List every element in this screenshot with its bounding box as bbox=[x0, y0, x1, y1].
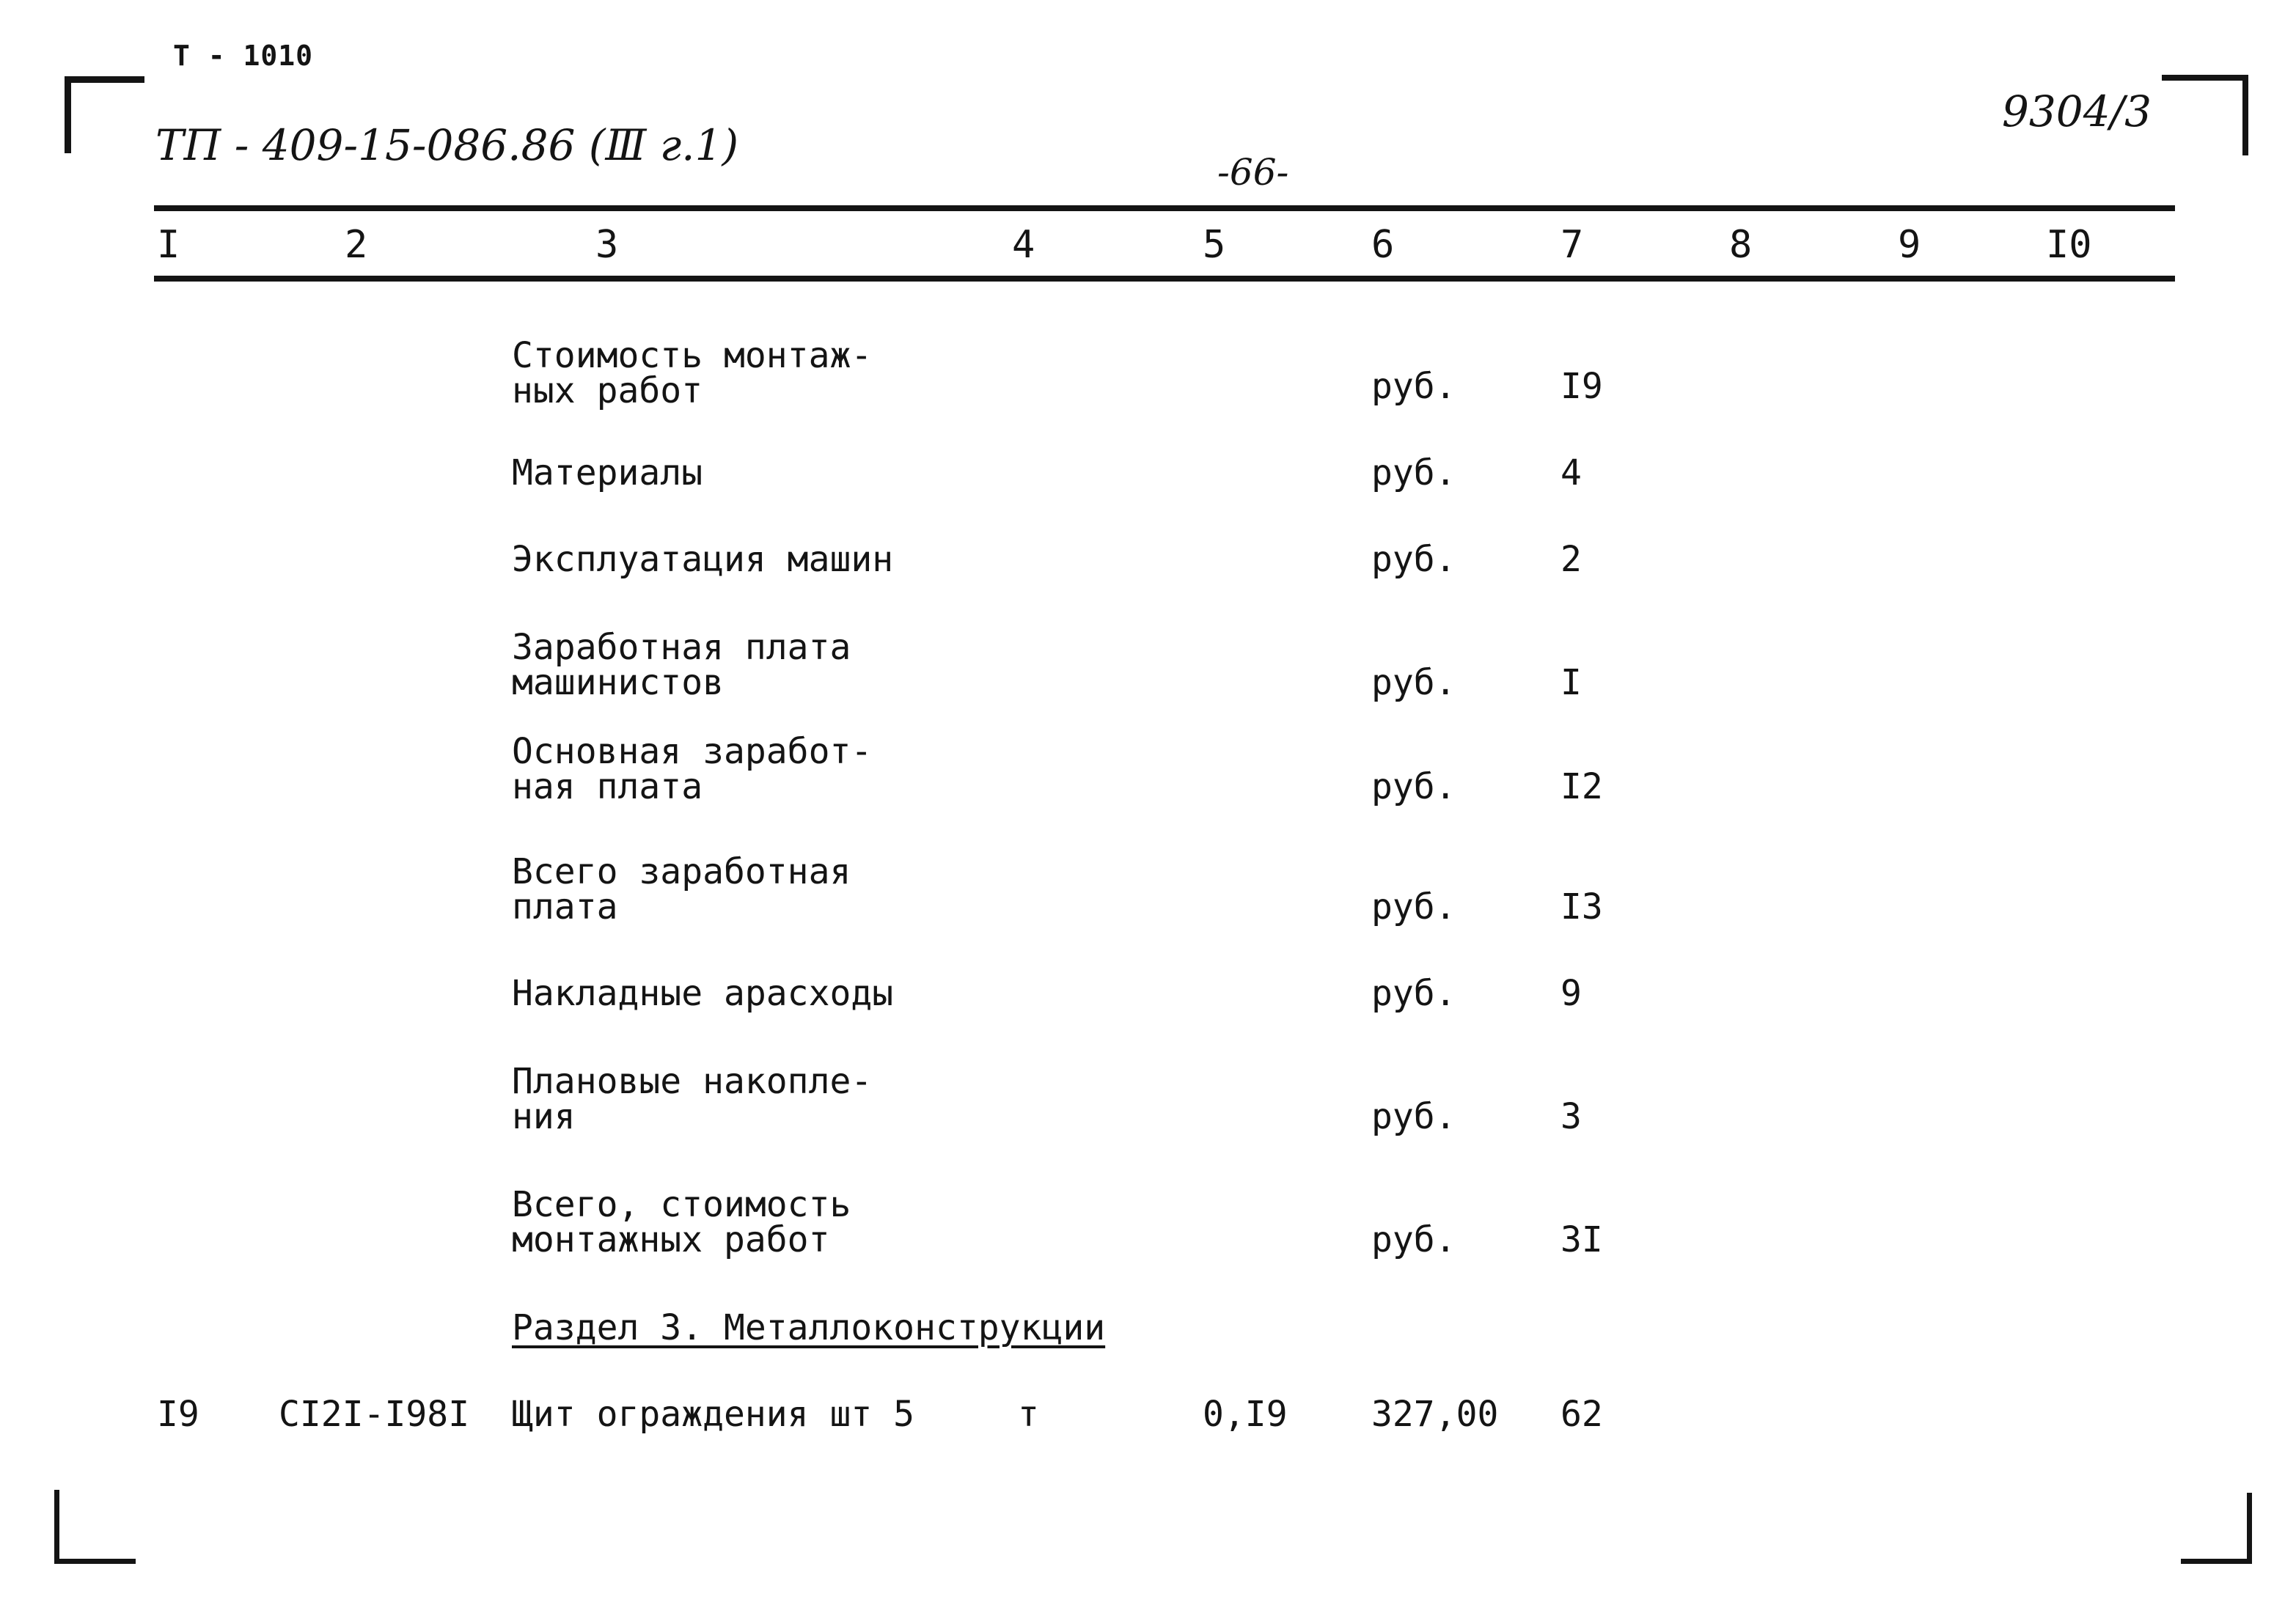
row-name-line: Основная заработ- bbox=[512, 731, 873, 772]
item-code: CI2I-I98I bbox=[279, 1394, 470, 1435]
row-value: 3 bbox=[1560, 1096, 1582, 1137]
section-heading: Раздел 3. Металлоконструкции bbox=[512, 1307, 1106, 1348]
row-value: I2 bbox=[1560, 766, 1603, 807]
row-unit: руб. bbox=[1371, 366, 1456, 407]
row-name-line: Всего заработная bbox=[512, 851, 851, 892]
row-unit: руб. bbox=[1371, 662, 1456, 703]
row-value: 4 bbox=[1560, 452, 1582, 493]
row-value: 9 bbox=[1560, 973, 1582, 1014]
corner-mark-top-left bbox=[65, 76, 144, 153]
column-header: 6 bbox=[1371, 223, 1395, 267]
item-number: I9 bbox=[157, 1394, 199, 1435]
row-value: I bbox=[1560, 662, 1582, 703]
row-name-line: Заработная плата bbox=[512, 627, 851, 668]
item-name: Щит ограждения шт 5 bbox=[512, 1394, 915, 1435]
row-value: I9 bbox=[1560, 366, 1603, 407]
row-name-line: машинистов bbox=[512, 662, 724, 703]
corner-mark-bottom-left bbox=[54, 1490, 136, 1564]
column-header: 2 bbox=[345, 223, 368, 267]
header-top-rule bbox=[154, 205, 2175, 211]
handwritten-reference: 9304/3 bbox=[2002, 87, 2152, 136]
header-bottom-rule bbox=[154, 276, 2175, 282]
column-header: 8 bbox=[1729, 223, 1753, 267]
column-header: 7 bbox=[1560, 223, 1584, 267]
row-value: I3 bbox=[1560, 886, 1603, 927]
column-header: 3 bbox=[595, 223, 619, 267]
row-unit: руб. bbox=[1371, 1096, 1456, 1137]
row-name-line: Накладные арасходы bbox=[512, 973, 894, 1014]
row-unit: руб. bbox=[1371, 539, 1456, 580]
row-name-line: Всего, стоимость bbox=[512, 1184, 851, 1225]
row-unit: руб. bbox=[1371, 973, 1456, 1014]
row-name-line: плата bbox=[512, 886, 618, 927]
row-unit: руб. bbox=[1371, 886, 1456, 927]
row-name-line: ных работ bbox=[512, 370, 703, 411]
corner-mark-top-right bbox=[2162, 75, 2248, 155]
row-value: 3I bbox=[1560, 1219, 1603, 1260]
column-header: I bbox=[157, 223, 180, 267]
row-name-line: Плановые накопле- bbox=[512, 1061, 873, 1102]
row-name-line: ния bbox=[512, 1096, 576, 1137]
column-header: 4 bbox=[1012, 223, 1035, 267]
row-name-line: Материалы bbox=[512, 452, 703, 493]
column-header: 5 bbox=[1203, 223, 1226, 267]
document-number: ТП - 409-15-086.86 (Ⅲ г.1) bbox=[155, 120, 739, 170]
row-name-line: Стоимость монтаж- bbox=[512, 335, 873, 376]
document-stamp: Т - 1010 bbox=[173, 40, 314, 72]
page-number: -66- bbox=[1217, 151, 1289, 194]
row-name-line: монтажных работ bbox=[512, 1219, 830, 1260]
row-unit: руб. bbox=[1371, 452, 1456, 493]
item-quantity: 0,I9 bbox=[1203, 1394, 1288, 1435]
item-price: 327,00 bbox=[1371, 1394, 1499, 1435]
column-header: I0 bbox=[2046, 223, 2092, 267]
corner-mark-bottom-right bbox=[2181, 1493, 2252, 1564]
row-name-line: Эксплуатация машин bbox=[512, 539, 894, 580]
row-value: 2 bbox=[1560, 539, 1582, 580]
row-unit: руб. bbox=[1371, 1219, 1456, 1260]
item-total: 62 bbox=[1560, 1394, 1603, 1435]
column-header: 9 bbox=[1898, 223, 1921, 267]
item-unit: т bbox=[1018, 1394, 1039, 1435]
row-unit: руб. bbox=[1371, 766, 1456, 807]
row-name-line: ная плата bbox=[512, 766, 703, 807]
